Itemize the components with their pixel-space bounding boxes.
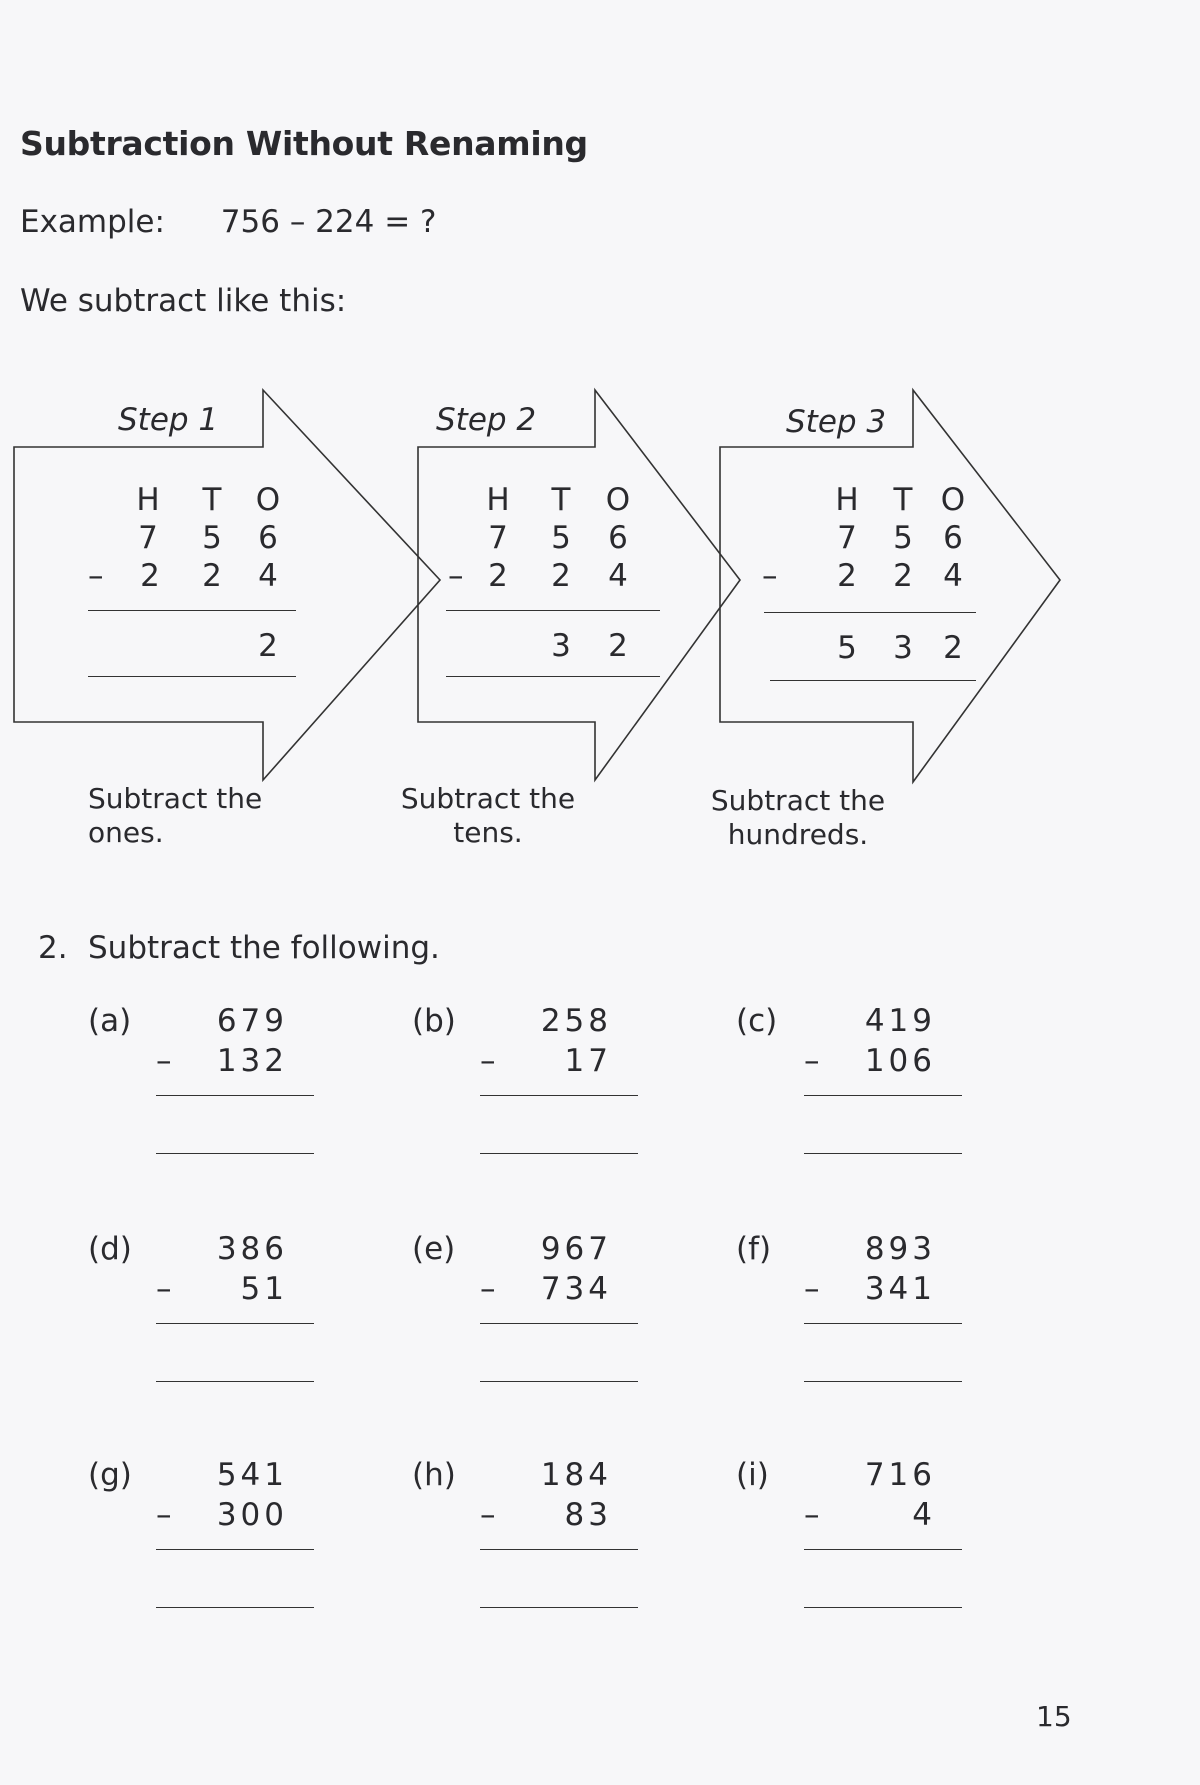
step-2-rule-bottom [446,676,660,677]
problem-minus-sign: – [156,1497,172,1533]
step-3-result-o: 2 [943,630,963,666]
answer-blank[interactable] [156,1153,314,1154]
step-2-result-o: 2 [608,628,628,664]
step-2-minuend-t: 5 [551,520,571,556]
answer-rule [804,1323,962,1324]
problem-label: (c) [736,1003,778,1039]
answer-rule [480,1323,638,1324]
problem-minus-sign: – [804,1271,820,1307]
step-1-caption-line-2: ones. [88,816,164,849]
step-1-header-o: O [255,482,281,518]
problem-label: (h) [412,1457,456,1493]
step-2-caption-line-1: Subtract the [400,782,576,815]
answer-rule [156,1095,314,1096]
intro-text: We subtract like this: [20,283,347,319]
step-1-rule-top [88,610,296,611]
answer-blank[interactable] [480,1381,638,1382]
step-2-result-t: 3 [551,628,571,664]
step-3-subtrahend-o: 4 [943,558,963,594]
step-1-result-o: 2 [258,628,278,664]
problem-label: (f) [736,1231,772,1267]
step-1-subtrahend-o: 4 [258,558,278,594]
step-1-minus-sign: – [88,558,104,594]
step-3-result-h: 5 [837,630,857,666]
answer-blank[interactable] [480,1607,638,1608]
step-2-label: Step 2 [436,402,537,438]
step-1-header-h: H [136,482,160,518]
problem-label: (b) [412,1003,456,1039]
problem-h [412,1457,712,1697]
answer-blank[interactable] [804,1381,962,1382]
answer-rule [156,1323,314,1324]
problem-minuend: 967 [540,1231,612,1267]
step-3-rule-top [764,612,976,613]
step-3-caption-line-1: Subtract the [710,784,886,817]
problem-minuend: 541 [216,1457,288,1493]
step-1-caption [88,782,262,850]
step-3-rule-bottom [770,680,976,681]
step-3-header-o: O [940,482,966,518]
problem-label: (i) [736,1457,769,1493]
step-2-rule-top [446,610,660,611]
question-heading [38,930,440,966]
problem-c [736,1003,1036,1243]
problem-minus-sign: – [804,1043,820,1079]
problem-minus-sign: – [480,1043,496,1079]
step-1-minuend-h: 7 [138,520,158,556]
step-1-subtrahend-h: 2 [140,558,160,594]
problem-minuend: 184 [540,1457,612,1493]
problem-g [88,1457,388,1697]
example-label: Example: [20,204,165,240]
step-2-subtrahend-o: 4 [608,558,628,594]
page-title: Subtraction Without Renaming [20,124,588,163]
question-number: 2. [38,930,68,966]
problem-subtrahend: 132 [216,1043,288,1079]
problem-subtrahend: 341 [864,1271,936,1307]
problem-i [736,1457,1036,1697]
answer-rule [480,1095,638,1096]
problem-minuend: 258 [540,1003,612,1039]
step-3-result-t: 3 [893,630,913,666]
answer-blank[interactable] [804,1153,962,1154]
problem-d [88,1231,388,1471]
problem-subtrahend: 17 [564,1043,612,1079]
step-3-minuend-h: 7 [837,520,857,556]
step-3-label: Step 3 [786,404,887,440]
step-1-label: Step 1 [118,402,219,438]
problem-e [412,1231,712,1471]
answer-rule [156,1549,314,1550]
problem-minuend: 893 [864,1231,936,1267]
step-3-subtrahend-t: 2 [893,558,913,594]
problem-label: (a) [88,1003,132,1039]
problem-minus-sign: – [156,1271,172,1307]
problem-minuend: 679 [216,1003,288,1039]
step-2-header-h: H [486,482,510,518]
problem-b [412,1003,712,1243]
answer-blank[interactable] [804,1607,962,1608]
answer-rule [804,1095,962,1096]
step-2-caption-line-2: tens. [453,816,523,849]
step-2-minuend-o: 6 [608,520,628,556]
step-2-caption [388,782,588,850]
example-expression: 756 – 224 = ? [220,204,437,240]
step-3-header-h: H [835,482,859,518]
step-1-minuend-t: 5 [202,520,222,556]
step-1-header-t: T [202,482,222,518]
step-3-caption-line-2: hundreds. [727,818,869,851]
problem-a [88,1003,388,1243]
step-3-caption [708,784,888,852]
step-2-header-o: O [605,482,631,518]
problem-subtrahend: 51 [240,1271,288,1307]
problem-minuend: 716 [864,1457,936,1493]
problem-minuend: 419 [864,1003,936,1039]
step-3-minuend-t: 5 [893,520,913,556]
problem-minus-sign: – [804,1497,820,1533]
step-2-minus-sign: – [448,558,464,594]
step-1-subtrahend-t: 2 [202,558,222,594]
problem-minus-sign: – [480,1271,496,1307]
problem-subtrahend: 83 [564,1497,612,1533]
answer-rule [804,1549,962,1550]
problem-subtrahend: 734 [540,1271,612,1307]
problem-label: (e) [412,1231,456,1267]
problem-minus-sign: – [480,1497,496,1533]
step-3-subtrahend-h: 2 [837,558,857,594]
problem-subtrahend: 300 [216,1497,288,1533]
answer-blank[interactable] [156,1381,314,1382]
answer-rule [480,1549,638,1550]
page-number: 15 [1036,1700,1072,1733]
step-1-minuend-o: 6 [258,520,278,556]
problem-label: (g) [88,1457,132,1493]
step-3-header-t: T [893,482,913,518]
step-2-minuend-h: 7 [488,520,508,556]
problem-label: (d) [88,1231,132,1267]
problem-subtrahend: 4 [912,1497,936,1533]
step-3-minuend-o: 6 [943,520,963,556]
question-text: Subtract the following. [88,930,440,966]
answer-blank[interactable] [480,1153,638,1154]
step-3-minus-sign: – [762,558,778,594]
problem-minus-sign: – [156,1043,172,1079]
problem-f [736,1231,1036,1471]
step-1-rule-bottom [88,676,296,677]
problem-subtrahend: 106 [864,1043,936,1079]
problem-minuend: 386 [216,1231,288,1267]
step-2-subtrahend-t: 2 [551,558,571,594]
step-1-caption-line-1: Subtract the [88,782,263,815]
step-2-subtrahend-h: 2 [488,558,508,594]
step-2-header-t: T [551,482,571,518]
answer-blank[interactable] [156,1607,314,1608]
